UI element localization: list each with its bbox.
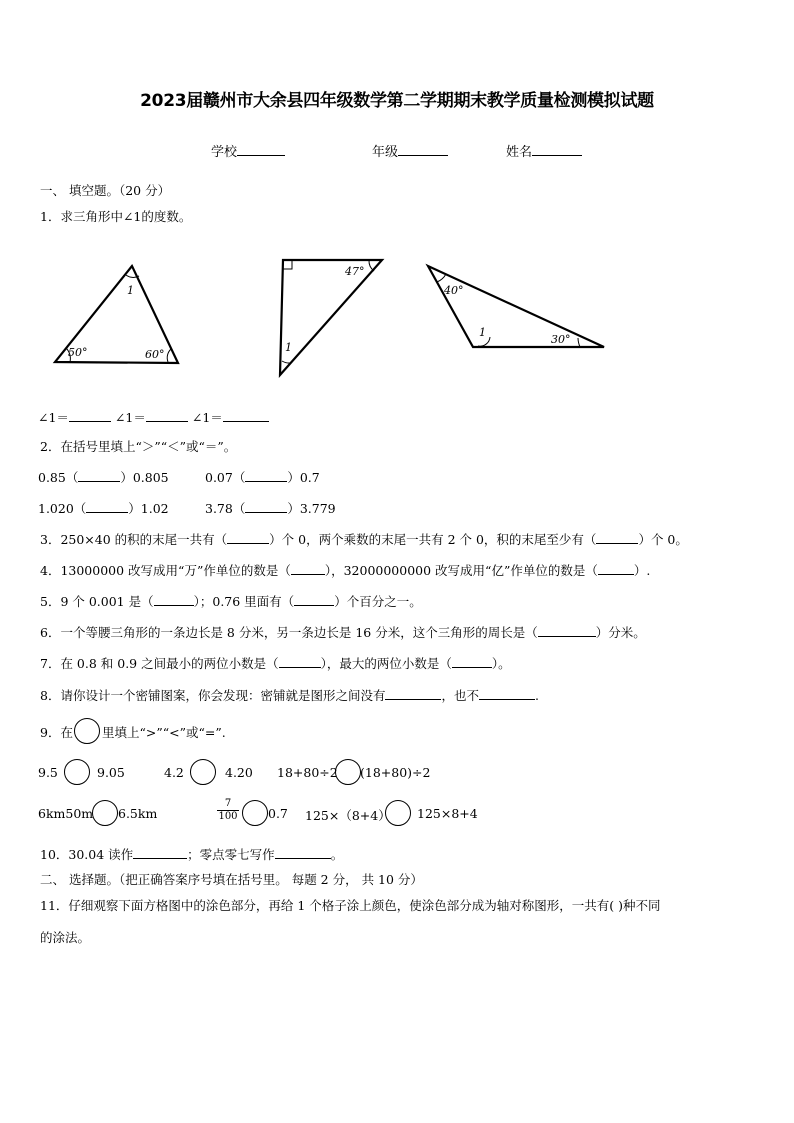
q1-answer-3-label: ∠1＝ — [191, 410, 223, 425]
q3-blank-2[interactable] — [596, 531, 638, 544]
q1-text: 1．求三角形中∠1的度数。 — [40, 209, 192, 224]
q2-row2-a-left: 1.020（ — [38, 501, 87, 516]
q10-part-c: 。 — [330, 847, 344, 862]
compare-circle-6[interactable] — [385, 800, 411, 826]
compare-circle-2[interactable] — [190, 759, 216, 785]
q9-r1-v1: 9.5 — [38, 765, 58, 780]
q2-row2-a-blank[interactable] — [86, 500, 128, 513]
section2-heading: 二、 选择题。（把正确答案序号填在括号里。 每题 2 分， 共 10 分） — [40, 872, 423, 887]
q5-blank-2[interactable] — [294, 593, 334, 606]
grade-label: 年级 — [372, 145, 399, 160]
q2-row2-b-right: ）3.779 — [287, 501, 336, 516]
q2-row1-a-blank[interactable] — [78, 469, 120, 482]
q9-r1-v4: 4.20 — [225, 765, 253, 780]
name-field[interactable] — [506, 141, 582, 160]
q2-row2-a-right: ）1.02 — [128, 501, 169, 516]
q10-blank-1[interactable] — [133, 846, 187, 859]
tri1-angle-right: 60° — [145, 348, 165, 361]
q9-r1-v3: 4.2 — [164, 765, 184, 780]
q4-part-a: 4．13000000 改写成用“万”作单位的数是（ — [40, 563, 291, 578]
q3-blank-1[interactable] — [227, 531, 269, 544]
triangle-figures — [0, 250, 794, 385]
q2-row1-a — [38, 468, 169, 486]
q7-blank-1[interactable] — [279, 655, 321, 668]
grade-field[interactable] — [372, 141, 448, 160]
q9-r1-v2: 9.05 — [97, 765, 125, 780]
q2-row1-b — [205, 468, 320, 486]
q9-r2-v5: 125×8+4 — [417, 806, 478, 821]
q2-row1-b-left: 0.07（ — [205, 470, 246, 485]
q9-r2-v2: 6.5km — [118, 806, 158, 821]
compare-circle-5[interactable] — [242, 800, 268, 826]
q3-part-b: ）个 0，两个乘数的末尾一共有 2 个 0，积的末尾至少有（ — [269, 532, 597, 547]
q2-row1-a-right: ）0.805 — [120, 470, 169, 485]
fraction-denominator: 100 — [218, 811, 238, 822]
name-label: 姓名 — [506, 145, 533, 160]
fraction-7-100 — [217, 798, 239, 823]
q4-blank-2[interactable] — [598, 562, 634, 575]
page-title: 2023届赣州市大余县四年级数学第二学期期末教学质量检测模拟试题 — [140, 91, 654, 111]
tri2-angle-bottom: 1 — [285, 341, 292, 354]
q1-answer-1-label: ∠1＝ — [38, 410, 69, 425]
q9-r2-v1: 6km50m — [38, 806, 94, 821]
q5-part-b: ）；0.76 里面有（ — [193, 594, 295, 609]
q8-blank-1[interactable] — [385, 687, 441, 700]
q6-blank-1[interactable] — [538, 624, 596, 637]
q8-part-a: 8．请你设计一个密铺图案，你会发现：密铺就是图形之间没有 — [40, 688, 386, 703]
triangle-3 — [428, 266, 604, 347]
school-label: 学校 — [211, 145, 238, 160]
q6-part-b: ）分米。 — [595, 625, 646, 640]
q9-text-a: 9．在 — [40, 725, 73, 740]
name-blank[interactable] — [532, 143, 582, 156]
q8-part-c: . — [534, 688, 539, 703]
q1-answer-2-label: ∠1＝ — [114, 410, 146, 425]
triangle-2 — [280, 260, 382, 375]
q5-part-c: ）个百分之一。 — [334, 594, 422, 609]
q10-part-b: ；零点零七写作 — [187, 847, 275, 862]
q7-blank-2[interactable] — [452, 655, 492, 668]
q4-part-b: ），32000000000 改写成用“亿”作单位的数是（ — [324, 563, 598, 578]
q1-answers — [38, 408, 269, 426]
q9-r1-v6: (18+80)÷2 — [360, 765, 431, 780]
q1-answer-1-blank[interactable] — [69, 409, 111, 422]
q2-row2-b-blank[interactable] — [245, 500, 287, 513]
q3-part-c: ）个 0。 — [638, 532, 688, 547]
q7-part-c: ）。 — [491, 656, 511, 671]
q8-blank-2[interactable] — [479, 687, 535, 700]
q2-row1-b-blank[interactable] — [245, 469, 287, 482]
grade-blank[interactable] — [398, 143, 448, 156]
q1-answer-2-blank[interactable] — [146, 409, 188, 422]
school-blank[interactable] — [237, 143, 285, 156]
tri3-angle-left: 40° — [444, 284, 464, 297]
q5 — [40, 592, 422, 610]
q7 — [40, 654, 511, 672]
q2-row2-b — [205, 499, 336, 517]
q2-row2-a — [38, 499, 169, 517]
q2-row1-b-right: ）0.7 — [287, 470, 320, 485]
compare-circle-example — [74, 718, 100, 744]
q9-r1-v5: 18+80÷2 — [277, 765, 338, 780]
fraction-numerator: 7 — [217, 798, 239, 811]
q6 — [40, 623, 646, 641]
q2-row2-b-left: 3.78（ — [205, 501, 246, 516]
q4 — [40, 561, 650, 579]
q9-r2-v3: 0.7 — [268, 806, 288, 821]
q2-row1-a-left: 0.85（ — [38, 470, 79, 485]
tri1-angle-left: 50° — [68, 346, 88, 359]
q7-part-a: 7．在 0.8 和 0.9 之间最小的两位小数是（ — [40, 656, 279, 671]
compare-circle-1[interactable] — [64, 759, 90, 785]
q2-text: 2．在括号里填上“＞”“＜”或“＝”。 — [40, 439, 237, 454]
q5-part-a: 5．9 个 0.001 是（ — [40, 594, 154, 609]
q11-line2: 的涂法。 — [40, 930, 91, 945]
tri3-angle-right: 30° — [551, 333, 571, 346]
q9-r2-v4: 125×（8+4） — [305, 808, 391, 823]
q6-part-a: 6．一个等腰三角形的一条边长是 8 分米，另一条边长是 16 分米，这个三角形的周长是（ — [40, 625, 538, 640]
triangle-1 — [55, 266, 178, 363]
q7-part-b: ），最大的两位小数是（ — [320, 656, 452, 671]
tri2-angle-top: 47° — [345, 265, 365, 278]
q9-text-b: 里填上“>”“<”或“=”. — [102, 725, 226, 740]
q8 — [40, 686, 539, 704]
q11-line1: 11．仔细观察下面方格图中的涂色部分，再给 1 个格子涂上颜色，使涂色部分成为轴对称图形，一共有( )种不同 — [40, 898, 661, 913]
school-field[interactable] — [211, 141, 285, 160]
q1-answer-3-blank[interactable] — [223, 409, 269, 422]
section1-heading: 一、 填空题。（20 分） — [40, 183, 171, 198]
tri1-angle-top: 1 — [127, 284, 134, 297]
q3 — [40, 530, 688, 548]
tri3-angle-mid: 1 — [479, 326, 486, 339]
q10-part-a: 10．30.04 读作 — [40, 847, 134, 862]
q3-part-a: 3．250×40 的积的末尾一共有（ — [40, 532, 228, 547]
q4-part-c: ）. — [633, 563, 651, 578]
q5-blank-1[interactable] — [154, 593, 194, 606]
compare-circle-4[interactable] — [92, 800, 118, 826]
q8-part-b: ，也不 — [441, 688, 479, 703]
q10 — [40, 845, 343, 863]
compare-circle-3[interactable] — [335, 759, 361, 785]
q10-blank-2[interactable] — [275, 846, 331, 859]
q4-blank-1[interactable] — [291, 562, 325, 575]
